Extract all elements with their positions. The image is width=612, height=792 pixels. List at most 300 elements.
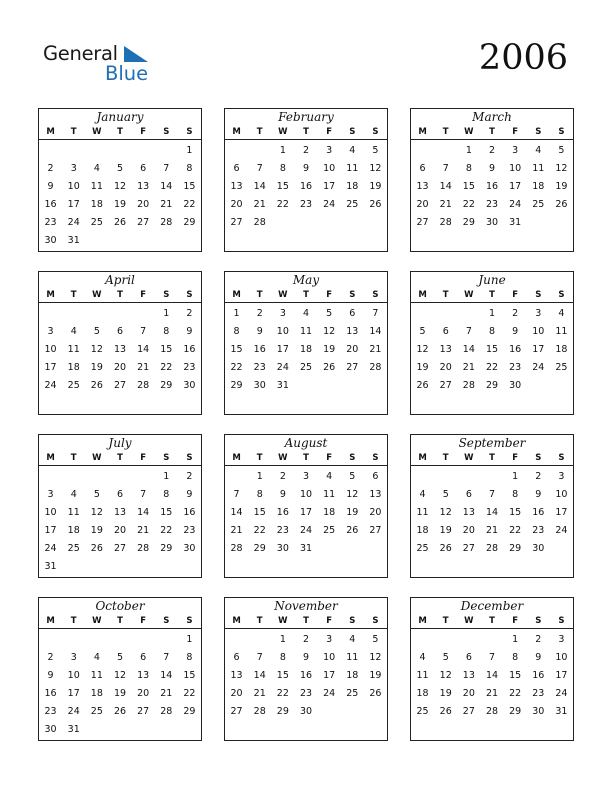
day-cell: 25 <box>532 199 545 210</box>
week-row <box>39 486 201 504</box>
day-cell: 30 <box>276 543 289 554</box>
logo-blue-text: Blue <box>105 62 149 85</box>
day-cell: 22 <box>462 199 475 210</box>
day-cell: 12 <box>113 181 127 192</box>
day-cell: 24 <box>276 362 289 373</box>
week-row <box>39 685 201 703</box>
day-cell: 7 <box>488 489 496 500</box>
weekday-header: W <box>464 290 474 300</box>
day-cell <box>155 142 178 160</box>
weekday-header: M <box>418 127 427 137</box>
week-row <box>411 631 573 649</box>
logo-general-text: General <box>43 42 118 65</box>
day-cell: 13 <box>462 670 475 681</box>
week-row <box>39 214 201 232</box>
week-row <box>411 359 573 377</box>
day-cell <box>248 142 271 160</box>
day-cell: 14 <box>137 507 150 518</box>
day-cell <box>434 142 457 160</box>
day-cell: 8 <box>279 163 286 174</box>
day-cell: 2 <box>512 308 519 319</box>
day-cell: 12 <box>555 163 568 174</box>
day-cell: 16 <box>276 507 289 518</box>
day-cell: 12 <box>439 670 452 681</box>
day-cell: 6 <box>442 326 449 337</box>
week-row <box>39 232 201 250</box>
day-cell: 30 <box>44 235 57 246</box>
day-cell <box>132 558 155 576</box>
day-cell <box>341 214 364 232</box>
day-cell <box>318 214 341 232</box>
day-cell: 2 <box>279 471 286 482</box>
day-cell: 6 <box>465 652 472 663</box>
day-cell: 26 <box>439 706 452 717</box>
weekday-header: F <box>140 127 147 137</box>
week-row <box>411 178 573 196</box>
day-cell: 22 <box>485 362 499 373</box>
weekday-header: W <box>278 616 288 626</box>
day-cell: 1 <box>186 145 193 156</box>
week-row <box>225 685 387 703</box>
week-row <box>39 305 201 323</box>
day-cell: 2 <box>302 145 310 156</box>
day-cell: 8 <box>256 489 263 500</box>
day-cell: 17 <box>44 362 57 373</box>
day-cell: 5 <box>93 489 100 500</box>
day-cell: 17 <box>323 670 336 681</box>
weekday-header: T <box>303 290 309 300</box>
day-cell: 22 <box>183 688 196 699</box>
day-cell: 24 <box>509 199 522 210</box>
day-cell: 6 <box>140 652 147 663</box>
week-row <box>411 196 573 214</box>
day-cell: 1 <box>512 471 519 482</box>
day-cell: 23 <box>532 688 545 699</box>
weekday-header: T <box>489 453 495 463</box>
day-cell: 28 <box>369 362 382 373</box>
day-cell: 8 <box>186 652 193 663</box>
day-cell <box>155 721 178 739</box>
week-row <box>411 504 573 522</box>
day-cell <box>527 214 550 232</box>
day-cell: 26 <box>369 199 382 210</box>
day-cell: 31 <box>509 217 522 228</box>
weekday-header: T <box>70 453 77 463</box>
week-row <box>411 160 573 178</box>
day-cell: 21 <box>253 688 266 699</box>
day-cell: 17 <box>67 688 80 699</box>
day-cell <box>411 305 434 323</box>
weekday-header: W <box>464 616 474 626</box>
day-cell <box>364 540 387 558</box>
day-cell: 26 <box>113 706 127 717</box>
day-cell <box>155 232 178 250</box>
day-cell: 13 <box>113 507 127 518</box>
weekday-header: T <box>70 127 77 137</box>
day-cell <box>364 214 387 232</box>
day-cell: 13 <box>439 344 452 355</box>
day-cell: 16 <box>532 670 545 681</box>
day-cell: 15 <box>509 670 522 681</box>
weekday-header: W <box>278 453 288 463</box>
day-cell: 25 <box>90 706 103 717</box>
day-cell <box>318 540 341 558</box>
day-cell: 13 <box>230 181 243 192</box>
weekday-header: M <box>418 290 427 300</box>
day-cell: 15 <box>160 507 173 518</box>
day-cell <box>550 540 573 558</box>
day-cell: 29 <box>160 543 173 554</box>
day-cell <box>457 468 480 486</box>
day-cell: 27 <box>462 543 475 554</box>
day-cell: 5 <box>116 652 124 663</box>
day-cell <box>178 558 201 576</box>
day-cell: 28 <box>137 543 150 554</box>
day-cell: 20 <box>230 199 243 210</box>
month-april <box>38 271 202 415</box>
day-cell: 3 <box>326 634 333 645</box>
day-cell: 21 <box>462 362 475 373</box>
day-cell: 14 <box>160 181 173 192</box>
day-cell: 28 <box>485 706 499 717</box>
week-row <box>225 323 387 341</box>
day-cell <box>108 468 131 486</box>
day-cell: 15 <box>509 507 522 518</box>
weekday-header: M <box>46 127 55 137</box>
day-cell: 17 <box>555 670 568 681</box>
day-cell: 19 <box>113 199 127 210</box>
day-cell: 8 <box>233 326 240 337</box>
day-cell: 10 <box>67 670 80 681</box>
week-row <box>411 649 573 667</box>
weekday-header-row <box>39 289 201 303</box>
day-cell: 18 <box>299 344 313 355</box>
weekday-header: T <box>442 290 449 300</box>
day-cell: 18 <box>90 199 103 210</box>
day-cell: 3 <box>326 145 333 156</box>
day-cell: 4 <box>326 471 333 482</box>
day-cell: 24 <box>67 706 80 717</box>
day-cell: 2 <box>535 471 542 482</box>
week-row <box>39 377 201 395</box>
day-cell: 10 <box>276 326 289 337</box>
day-cell: 11 <box>67 344 80 355</box>
day-cell: 30 <box>299 706 313 717</box>
weekday-header-row <box>39 126 201 140</box>
day-cell: 3 <box>558 471 565 482</box>
weekday-header: S <box>163 453 170 463</box>
weekday-header: M <box>418 616 427 626</box>
day-cell <box>62 142 85 160</box>
week-row <box>39 649 201 667</box>
day-cell: 8 <box>512 652 519 663</box>
day-cell <box>294 214 317 232</box>
day-cell: 15 <box>230 344 243 355</box>
day-cell: 21 <box>485 688 499 699</box>
day-cell: 27 <box>369 525 382 536</box>
day-cell: 5 <box>558 145 565 156</box>
day-cell: 6 <box>419 163 426 174</box>
day-cell <box>85 631 108 649</box>
day-cell: 31 <box>276 380 289 391</box>
day-cell: 26 <box>439 543 452 554</box>
day-cell: 7 <box>140 326 147 337</box>
day-cell: 3 <box>70 163 77 174</box>
day-cell: 3 <box>302 471 310 482</box>
day-cell: 20 <box>230 688 243 699</box>
day-cell: 26 <box>369 688 382 699</box>
day-cell <box>39 631 62 649</box>
weekday-header-row <box>225 126 387 140</box>
week-row <box>39 142 201 160</box>
month-june <box>410 271 574 415</box>
month-august <box>224 434 388 578</box>
weekday-header: M <box>232 127 241 137</box>
weekday-header: F <box>326 453 333 463</box>
day-cell: 8 <box>186 163 193 174</box>
day-cell: 29 <box>276 706 289 717</box>
day-cell: 21 <box>439 199 452 210</box>
day-cell: 5 <box>442 489 449 500</box>
day-cell: 28 <box>160 706 173 717</box>
day-cell: 10 <box>509 163 522 174</box>
day-cell: 5 <box>442 652 449 663</box>
day-cell: 11 <box>67 507 80 518</box>
weekday-header: F <box>512 290 519 300</box>
day-cell <box>225 142 248 160</box>
day-cell <box>341 540 364 558</box>
day-cell: 6 <box>349 308 356 319</box>
day-cell: 23 <box>276 525 289 536</box>
day-cell: 10 <box>44 344 57 355</box>
day-cell: 11 <box>90 181 103 192</box>
day-cell: 4 <box>535 145 542 156</box>
day-cell: 16 <box>183 507 196 518</box>
day-cell <box>480 468 503 486</box>
weekday-header: T <box>117 616 123 626</box>
weekday-header: T <box>303 616 309 626</box>
weekday-header: W <box>92 290 102 300</box>
weekday-header: T <box>256 453 263 463</box>
weekday-header: S <box>163 616 170 626</box>
week-row <box>39 522 201 540</box>
day-cell <box>108 142 131 160</box>
week-row <box>39 721 201 739</box>
day-cell: 9 <box>256 326 263 337</box>
month-title: August <box>284 436 328 450</box>
weekday-header: T <box>489 127 495 137</box>
day-cell: 24 <box>555 688 568 699</box>
day-cell: 26 <box>90 543 103 554</box>
month-title: May <box>292 273 320 287</box>
day-cell: 15 <box>276 181 289 192</box>
weekday-header: W <box>278 127 288 137</box>
day-cell: 22 <box>276 199 289 210</box>
day-cell: 10 <box>323 652 336 663</box>
weekday-header: F <box>326 616 333 626</box>
week-row <box>411 667 573 685</box>
day-cell: 28 <box>439 217 452 228</box>
day-cell: 7 <box>488 652 496 663</box>
day-cell: 8 <box>465 163 472 174</box>
day-cell: 13 <box>113 344 127 355</box>
day-cell: 4 <box>349 634 356 645</box>
day-cell: 21 <box>137 362 150 373</box>
day-cell: 29 <box>462 217 475 228</box>
week-row <box>411 377 573 395</box>
day-cell: 26 <box>346 525 359 536</box>
day-cell: 28 <box>253 706 266 717</box>
day-cell <box>550 377 573 395</box>
day-cell: 12 <box>369 652 382 663</box>
day-cell: 4 <box>419 489 426 500</box>
month-october <box>38 597 202 741</box>
day-cell: 7 <box>140 489 147 500</box>
day-cell: 22 <box>160 362 173 373</box>
day-cell: 30 <box>532 706 545 717</box>
day-cell: 19 <box>555 181 568 192</box>
day-cell: 31 <box>67 235 80 246</box>
day-cell <box>62 558 85 576</box>
day-cell: 11 <box>532 163 545 174</box>
weekday-header: T <box>117 453 123 463</box>
day-cell: 18 <box>323 507 336 518</box>
day-cell: 26 <box>90 380 103 391</box>
day-cell: 16 <box>299 670 313 681</box>
weekday-header-row <box>225 615 387 629</box>
day-cell: 15 <box>183 670 196 681</box>
day-cell <box>62 468 85 486</box>
day-cell <box>457 305 480 323</box>
day-cell: 20 <box>113 525 127 536</box>
day-cell <box>364 377 387 395</box>
day-cell: 3 <box>558 634 565 645</box>
day-cell: 24 <box>555 525 568 536</box>
weekday-header: T <box>489 616 495 626</box>
week-row <box>411 214 573 232</box>
day-cell: 26 <box>555 199 568 210</box>
week-row <box>39 540 201 558</box>
month-title: November <box>274 599 338 613</box>
day-cell: 5 <box>326 308 333 319</box>
week-row <box>225 540 387 558</box>
day-cell: 3 <box>70 652 77 663</box>
weekday-header-row <box>39 615 201 629</box>
day-cell: 31 <box>299 543 313 554</box>
day-cell: 25 <box>346 199 359 210</box>
weekday-header: S <box>558 616 565 626</box>
day-cell: 8 <box>163 489 170 500</box>
week-row <box>411 540 573 558</box>
day-cell: 19 <box>439 688 452 699</box>
day-cell: 21 <box>160 199 173 210</box>
day-cell: 12 <box>346 489 359 500</box>
day-cell: 25 <box>346 688 359 699</box>
day-cell: 29 <box>485 380 499 391</box>
day-cell: 19 <box>113 688 127 699</box>
day-cell: 16 <box>509 344 522 355</box>
day-cell: 22 <box>509 525 522 536</box>
day-cell: 26 <box>113 217 127 228</box>
day-cell <box>225 631 248 649</box>
week-row <box>225 667 387 685</box>
day-cell: 14 <box>230 507 243 518</box>
day-cell: 29 <box>509 543 522 554</box>
day-cell: 18 <box>90 688 103 699</box>
day-cell: 2 <box>302 634 310 645</box>
weekday-header: W <box>464 127 474 137</box>
day-cell: 23 <box>183 525 196 536</box>
week-row <box>39 631 201 649</box>
day-cell: 1 <box>163 308 170 319</box>
day-cell: 27 <box>137 217 150 228</box>
day-cell <box>108 631 131 649</box>
day-cell: 5 <box>419 326 426 337</box>
day-cell: 18 <box>67 362 80 373</box>
day-cell <box>85 558 108 576</box>
day-cell <box>411 142 434 160</box>
day-cell: 19 <box>90 362 103 373</box>
day-cell: 22 <box>230 362 243 373</box>
weekday-header: T <box>256 127 263 137</box>
day-cell <box>434 631 457 649</box>
day-cell: 23 <box>183 362 196 373</box>
weekday-header: S <box>372 616 379 626</box>
month-title: March <box>472 110 512 124</box>
week-row <box>225 142 387 160</box>
day-cell: 2 <box>186 308 193 319</box>
day-cell: 11 <box>299 326 313 337</box>
week-row <box>39 341 201 359</box>
weekday-header: F <box>326 127 333 137</box>
day-cell: 28 <box>485 543 499 554</box>
day-cell: 9 <box>47 670 54 681</box>
day-cell <box>85 305 108 323</box>
week-row <box>411 685 573 703</box>
weekday-header: S <box>558 453 565 463</box>
day-cell: 2 <box>186 471 193 482</box>
day-cell: 3 <box>535 308 542 319</box>
weekday-header: S <box>349 290 356 300</box>
day-cell: 9 <box>186 326 193 337</box>
day-cell: 15 <box>462 181 475 192</box>
day-cell: 27 <box>137 706 150 717</box>
weekday-header: T <box>442 127 449 137</box>
week-row <box>39 703 201 721</box>
day-cell: 4 <box>93 163 100 174</box>
month-march <box>410 108 574 252</box>
day-cell: 24 <box>323 688 336 699</box>
day-cell: 4 <box>302 308 310 319</box>
day-cell: 3 <box>47 326 54 337</box>
day-cell: 1 <box>186 634 193 645</box>
month-july <box>38 434 202 578</box>
day-cell: 6 <box>140 163 147 174</box>
day-cell: 1 <box>279 634 286 645</box>
day-cell: 1 <box>233 308 240 319</box>
month-may <box>224 271 388 415</box>
day-cell: 27 <box>346 362 359 373</box>
day-cell: 13 <box>346 326 359 337</box>
day-cell: 4 <box>349 145 356 156</box>
day-cell: 16 <box>532 507 545 518</box>
weekday-header: S <box>349 127 356 137</box>
weekday-header: T <box>70 616 77 626</box>
day-cell: 13 <box>137 181 150 192</box>
day-cell: 1 <box>488 308 496 319</box>
weekday-header: T <box>303 127 309 137</box>
day-cell <box>132 721 155 739</box>
